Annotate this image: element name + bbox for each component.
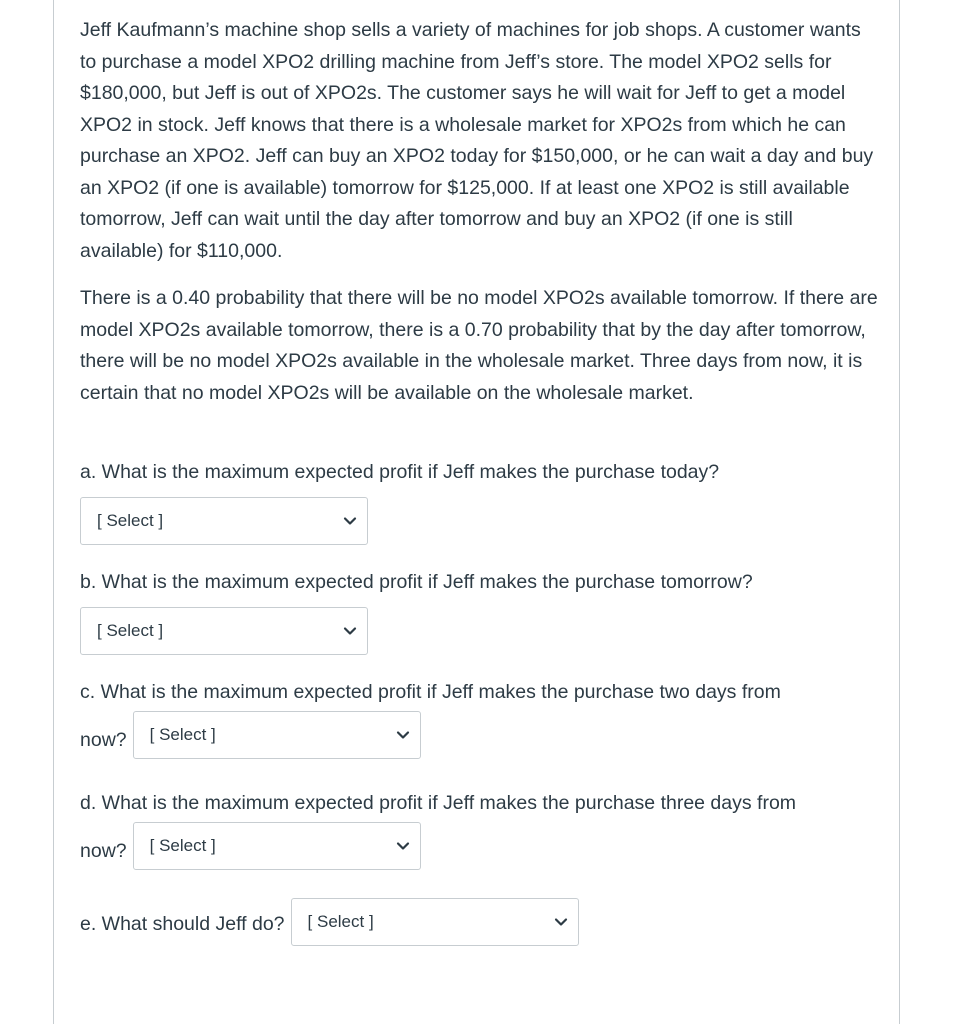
question-d-text-end: now? bbox=[80, 839, 127, 862]
question-c-text-end: now? bbox=[80, 728, 127, 751]
question-c bbox=[80, 677, 880, 759]
question-content bbox=[80, 15, 880, 936]
question-b-text: b. What is the maximum expected profit if Jeff makes the purchase tomorrow? bbox=[80, 571, 753, 593]
question-a-select-value: [ Select ] bbox=[97, 510, 164, 530]
question-a-select[interactable] bbox=[80, 497, 368, 545]
chevron-down-icon bbox=[343, 514, 357, 528]
question-b bbox=[80, 567, 880, 655]
question-b-select-value: [ Select ] bbox=[97, 620, 164, 640]
intro-paragraph-2: There is a 0.40 probability that there will be no model XPO2s available tomorrow. If there are model XPO2s available tomorrow, there is a 0.70 probability that by the day after tomorrow, there will be no model XPO2s available in the wholesale market. Three days from now, it is certain that no model XPO2s will be available on the wholesale market. bbox=[80, 287, 878, 404]
chevron-down-icon bbox=[343, 624, 357, 638]
question-a bbox=[80, 457, 880, 545]
question-e-select[interactable] bbox=[291, 898, 579, 946]
chevron-down-icon bbox=[396, 839, 410, 853]
question-a-text: a. What is the maximum expected profit if Jeff makes the purchase today? bbox=[80, 461, 720, 483]
question-c-text: c. What is the maximum expected profit if Jeff makes the purchase two days from bbox=[80, 681, 781, 703]
question-d bbox=[80, 788, 880, 870]
question-d-select[interactable] bbox=[133, 822, 421, 870]
question-c-select-value: [ Select ] bbox=[149, 724, 216, 744]
question-e-select-value: [ Select ] bbox=[307, 912, 374, 931]
chevron-down-icon bbox=[396, 728, 410, 742]
question-c-select[interactable] bbox=[133, 711, 421, 759]
question-d-text: d. What is the maximum expected profit if Jeff makes the purchase three days from bbox=[80, 792, 797, 814]
chevron-down-icon bbox=[554, 915, 568, 929]
question-b-select[interactable] bbox=[80, 607, 368, 655]
intro-paragraph-1: Jeff Kaufmann’s machine shop sells a variety of machines for job shops. A customer wants to purchase a model XPO2 drilling machine from Jeff’s store. The model XPO2 sells for $180,000, but Jeff is out of XPO2s. The customer says he will wait for Jeff to get a model XPO2 in stock. Jeff knows that there is a wholesale market for XPO2s from which he can purchase an XPO2. Jeff can buy an XPO2 today for $150,000, or he can wait a day and buy an XPO2 (if one is available) tomorrow for $125,000. If at least one XPO2 is still available tomorrow, Jeff can wait until the day after tomorrow and buy an XPO2 (if one is still available) for $110,000. bbox=[80, 19, 874, 262]
question-d-select-value: [ Select ] bbox=[149, 835, 216, 855]
question-e-text: e. What should Jeff do? bbox=[80, 913, 285, 936]
question-e bbox=[80, 898, 880, 946]
